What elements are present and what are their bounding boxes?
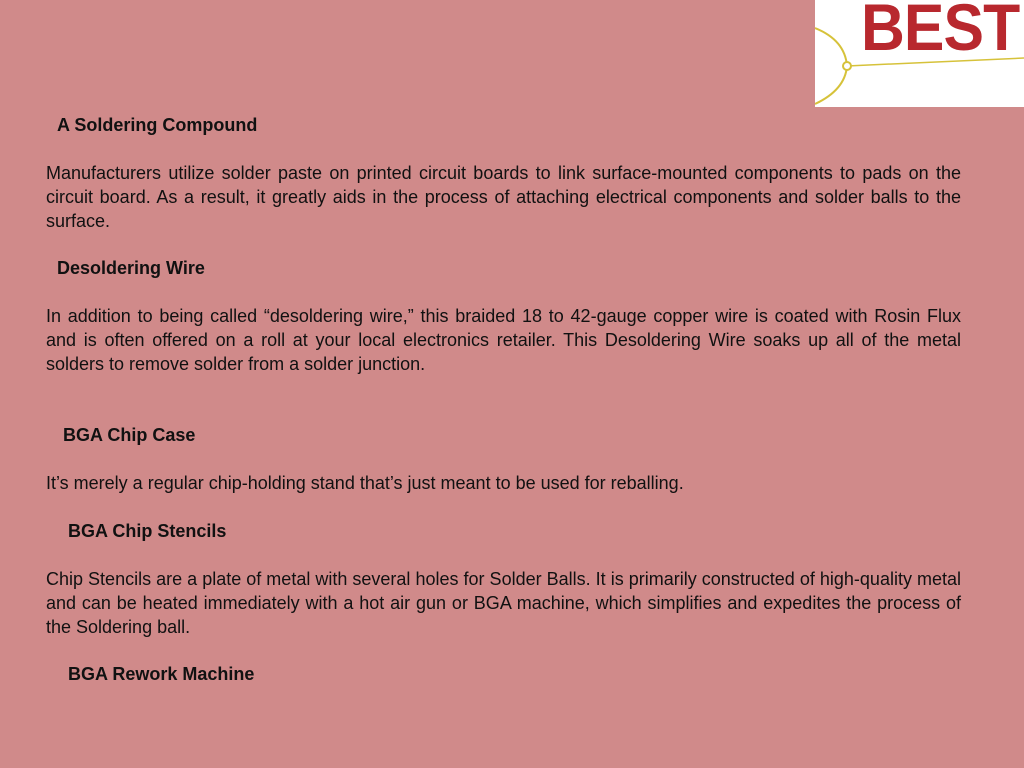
heading-bga-rework-machine: BGA Rework Machine xyxy=(68,664,255,684)
heading-soldering-compound: A Soldering Compound xyxy=(57,115,258,135)
heading-bga-chip-case: BGA Chip Case xyxy=(63,425,196,445)
heading-desoldering-wire: Desoldering Wire xyxy=(57,258,205,278)
brand-logo xyxy=(815,0,1024,107)
logo-text: BEST xyxy=(861,0,1020,64)
paragraph-bga-chip-case: It’s merely a regular chip-holding stand that’s just meant to be used for reballing. xyxy=(46,473,684,493)
paragraph-bga-chip-stencils: Chip Stencils are a plate of metal with several holes for Solder Balls. It is primarily constructed of high-quality metal and can be heated immediately with a hot air gun or BGA machine, which simplifies and expedites the process of the Soldering ball. xyxy=(46,569,961,637)
paragraph-soldering-compound: Manufacturers utilize solder paste on printed circuit boards to link surface-mounted components to pads on the circuit board. As a result, it greatly aids in the process of attaching electrical components and solder balls to the surface. xyxy=(46,163,961,231)
paragraph-desoldering-wire: In addition to being called “desoldering wire,” this braided 18 to 42-gauge copper wire is coated with Rosin Flux and is often offered on a roll at your local electronics retailer. This Desoldering Wire soaks up all of the metal solders to remove solder from a solder junction. xyxy=(46,306,961,374)
heading-bga-chip-stencils: BGA Chip Stencils xyxy=(68,521,227,541)
